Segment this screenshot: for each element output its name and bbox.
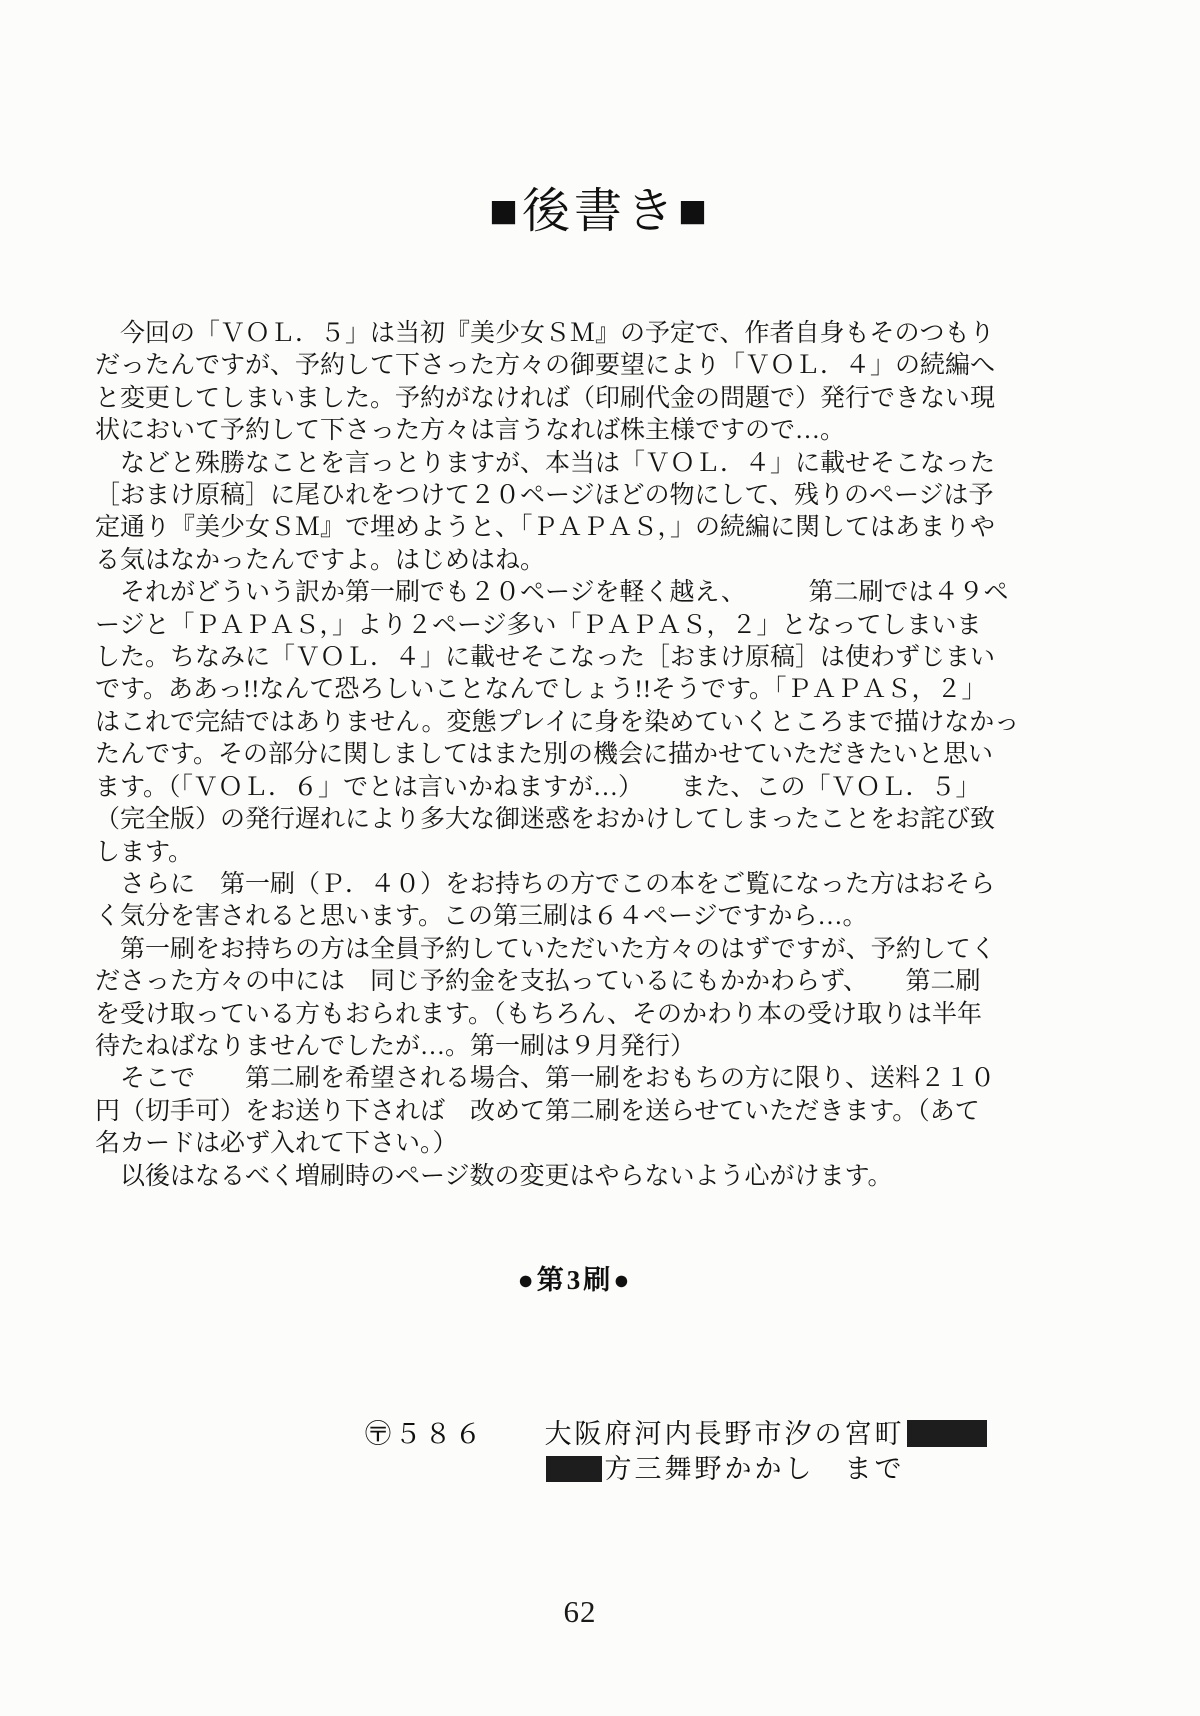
body-text-line: ます。（「ＶＯＬ．６」でとは言いかねますが…） また、この「ＶＯＬ．５」 xyxy=(95,773,981,801)
body-text-line: 定通り『美少女ＳＭ』で埋めようと、「ＰＡＰＡＳ，」の続編に関してはあまりや xyxy=(95,514,996,542)
body-text-line: を受け取っている方もおられます。（もちろん、そのかわり本の受け取りは半年 xyxy=(95,1000,983,1028)
body-text-line: 待たねばなりませんでしたが…。第一刷は９月発行） xyxy=(95,1032,696,1060)
body-text-line: 円（切手可）をお送り下されば 改めて第二刷を送らせていただきます。（あて xyxy=(95,1097,980,1125)
body-text-line: だったんですが、予約して下さった方々の御要望により「ＶＯＬ．４」の続編へ xyxy=(95,352,996,380)
body-text-line: たんです。その部分に関しましてはまた別の機会に描かせていただきたいと思い xyxy=(95,741,994,769)
redaction-bar xyxy=(907,1420,987,1447)
body-text-line: した。ちなみに「ＶＯＬ．４」に載せそこなった［おまけ原稿］は使わずじまい xyxy=(95,644,996,672)
body-text-line: 第一刷をお持ちの方は全員予約していただいた方々のはずですが、予約してく xyxy=(95,935,996,963)
body-text-line: 状において予約して下さった方々は言うなれば株主様ですので…。 xyxy=(95,417,846,445)
body-text-line: ［おまけ原稿］に尾ひれをつけて２０ページほどの物にして、残りのページは予 xyxy=(95,482,994,510)
body-text-line: などと殊勝なことを言っとりますが、本当は「ＶＯＬ．４」に載せそこなった xyxy=(95,449,996,477)
body-text-line: と変更してしまいました。予約がなければ（印刷代金の問題で）発行できない現 xyxy=(95,384,996,412)
address-recipient-text: 方三舞野かかし まで xyxy=(604,1454,905,1484)
body-text-line: はこれで完結ではありません。変態プレイに身を染めていくところまで描けなかっ xyxy=(95,708,1020,736)
body-text-line: します。 xyxy=(95,838,194,866)
body-text-line: 以後はなるべく増刷時のページ数の変更はやらないよう心がけます。 xyxy=(95,1162,893,1190)
address-line-recipient xyxy=(487,1416,905,1517)
redaction-bar xyxy=(546,1456,602,1482)
body-text-line: く気分を害されると思います。この第三刷は６４ページですから…。 xyxy=(95,903,868,931)
address-postal-text: 〶５８６ 大阪府河内長野市汐の宮町 xyxy=(364,1419,905,1449)
afterword-body xyxy=(95,318,1030,1193)
body-text-line: （完全版）の発行遅れにより多大な御迷惑をおかけしてしまったことをお詫び致 xyxy=(95,806,996,834)
body-text-line: ージと「ＰＡＰＡＳ，」より２ページ多い「ＰＡＰＡＳ，２」となってしまいま xyxy=(95,611,982,639)
body-text-line: 名カードは必ず入れて下さい。） xyxy=(95,1130,458,1158)
printing-note: ●第3刷● xyxy=(517,1265,633,1295)
body-text-line: る気はなかったんですよ。はじめはね。 xyxy=(95,546,546,574)
body-text-line: ださった方々の中には 同じ予約金を支払っているにもかかわらず、 第二刷 xyxy=(95,968,981,996)
body-text-line: さらに 第一刷（Ｐ．４０）をお持ちの方でこの本をご覧になった方はおそら xyxy=(95,870,996,898)
body-text-line: それがどういう訳か第一刷でも２０ページを軽く越え、 第二刷では４９ペ xyxy=(95,579,1009,607)
body-text-line: 今回の「ＶＯＬ．５」は当初『美少女ＳＭ』の予定で、作者自身もそのつもり xyxy=(95,320,995,347)
body-text-line: です。ああっ!!なんて恐ろしいことなんでしょう!!そうです。「ＰＡＰＡＳ，２」 xyxy=(95,676,987,704)
body-text-line: そこで 第二刷を希望される場合、第一刷をおもちの方に限り、送料２１０ xyxy=(95,1065,996,1093)
page-title: ■後書き■ xyxy=(489,185,711,238)
page-number: 62 xyxy=(563,1594,597,1629)
